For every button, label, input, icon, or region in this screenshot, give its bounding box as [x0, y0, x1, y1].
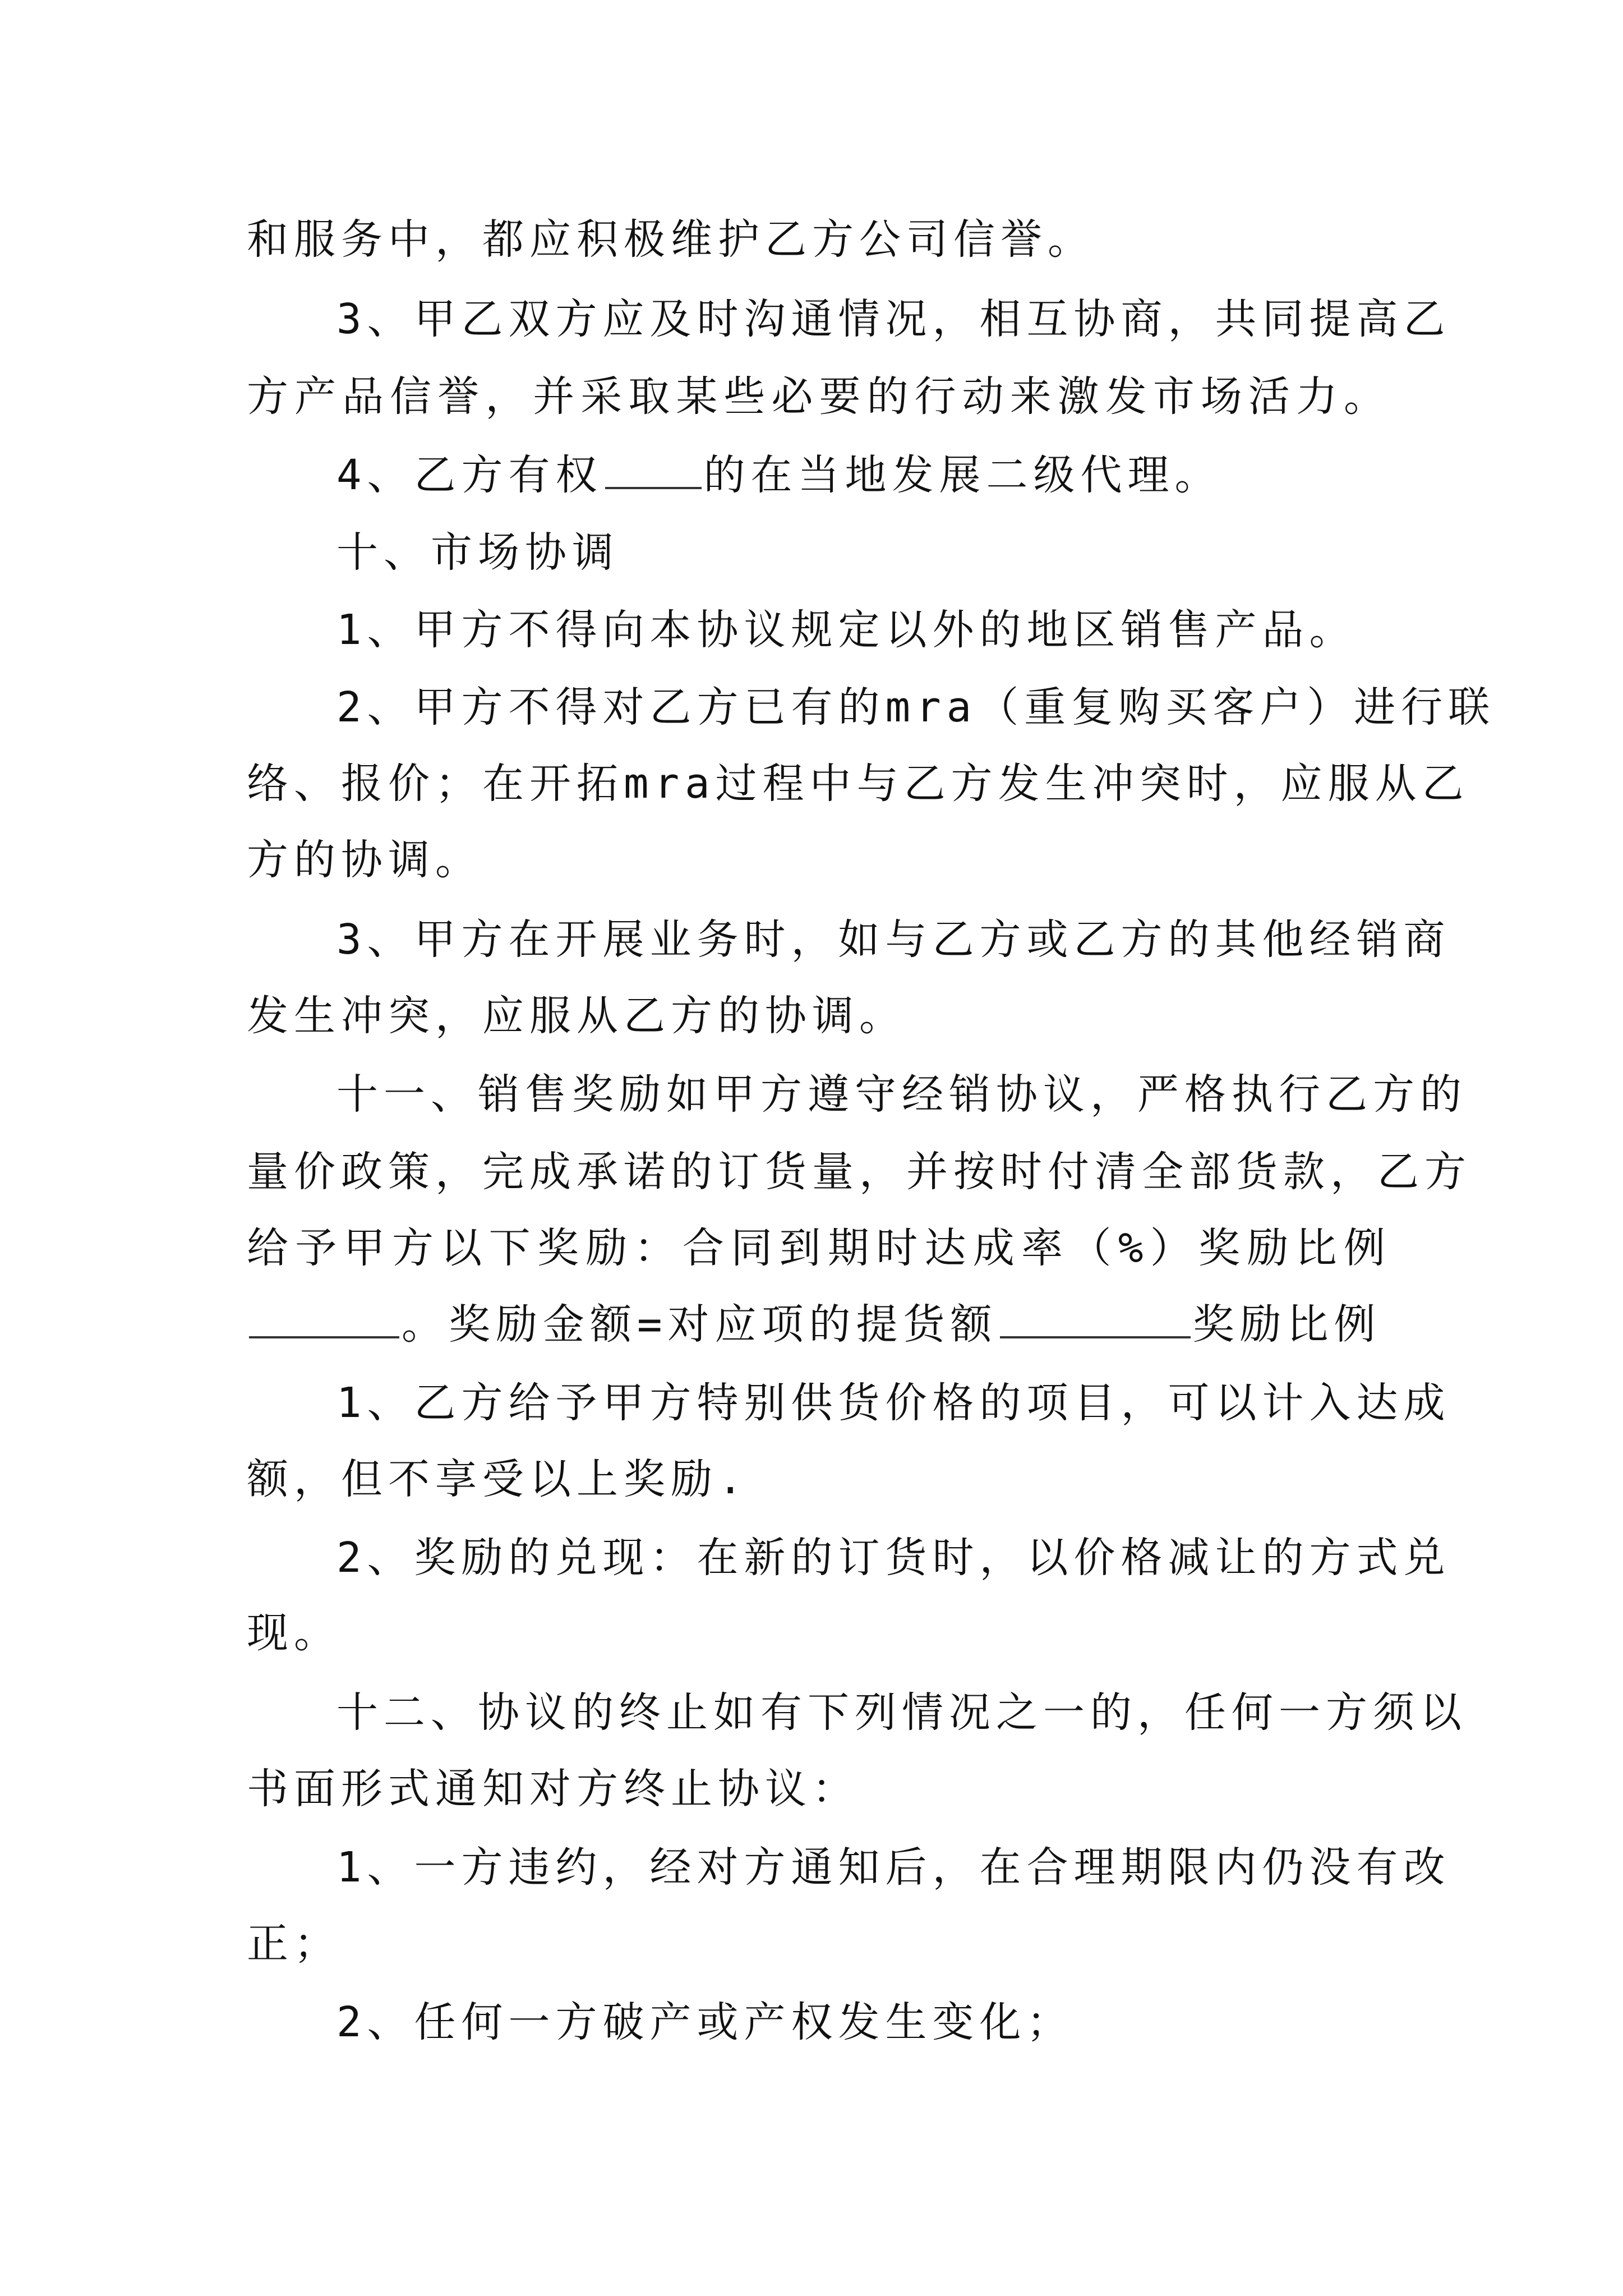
paragraph-line: 方的协调。	[247, 836, 482, 884]
paragraph-line: 发生冲突，应服从乙方的协调。	[247, 992, 906, 1040]
paragraph-line: 2、任何一方破产或产权发生变化；	[336, 1998, 1074, 2046]
paragraph-line: 2、甲方不得对乙方已有的mra（重复购买客户）进行联	[336, 683, 1496, 731]
paragraph-line: 1、甲方不得向本协议规定以外的地区销售产品。	[336, 606, 1357, 654]
paragraph-line: 十一、销售奖励如甲方遵守经销协议，严格执行乙方的	[336, 1070, 1467, 1119]
paragraph-line-with-blank	[247, 1294, 1391, 1355]
paragraph-line: 给予甲方以下奖励：合同到期时达成率（%）奖励比例	[247, 1224, 1391, 1272]
paragraph-line: 3、甲乙双方应及时沟通情况，相互协商，共同提高乙	[336, 295, 1451, 343]
paragraph-line: 现。	[247, 1609, 341, 1657]
paragraph-line: 络、报价；在开拓mra过程中与乙方发生冲突时，应服从乙	[247, 760, 1469, 808]
paragraph-line: 额，但不享受以上奖励.	[247, 1455, 749, 1503]
fill-in-blank	[1000, 1297, 1191, 1338]
fill-in-blank	[249, 1297, 399, 1338]
paragraph-line: 2、奖励的兑现：在新的订货时，以价格减让的方式兑	[336, 1534, 1451, 1582]
text-segment: 的在当地发展二级代理。	[703, 451, 1222, 499]
paragraph-line: 3、甲方在开展业务时，如与乙方或乙方的其他经销商	[336, 915, 1451, 964]
text-segment: 。奖励金额=对应项的提货额	[402, 1300, 998, 1349]
paragraph-line-with-blank	[336, 444, 1391, 506]
paragraph-line: 和服务中，都应积极维护乙方公司信誉。	[247, 215, 1095, 264]
paragraph-line: 1、乙方给予甲方特别供货价格的项目，可以计入达成	[336, 1379, 1451, 1427]
text-segment: 4、乙方有权	[336, 451, 603, 499]
paragraph-line: 方产品信誉，并采取某些必要的行动来激发市场活力。	[247, 372, 1391, 421]
paragraph-line: 量价政策，完成承诺的订货量，并按时付清全部货款，乙方	[247, 1148, 1472, 1196]
paragraph-line: 正；	[247, 1920, 341, 1968]
paragraph-line: 十二、协议的终止如有下列情况之一的，任何一方须以	[336, 1688, 1467, 1737]
section-heading: 十、市场协调	[336, 528, 619, 577]
fill-in-blank	[605, 448, 702, 489]
paragraph-line: 1、一方违约，经对方通知后，在合理期限内仍没有改	[336, 1843, 1451, 1892]
text-segment: 奖励比例	[1192, 1300, 1381, 1349]
paragraph-line: 书面形式通知对方终止协议：	[247, 1765, 859, 1813]
